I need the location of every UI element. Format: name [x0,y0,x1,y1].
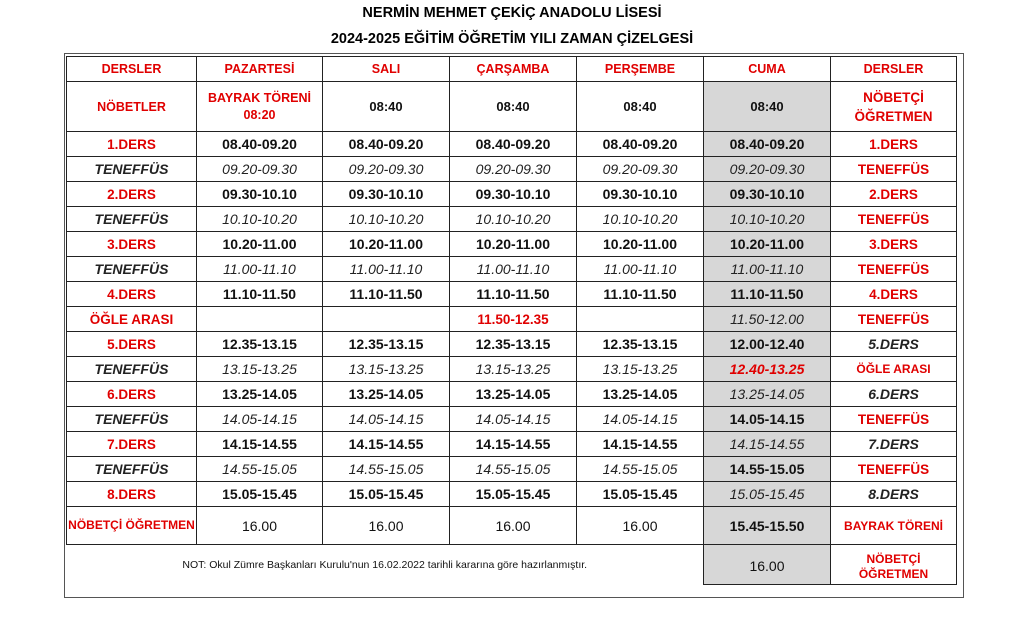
time-cell-wed: 13.15-13.25 [450,357,577,382]
table-row [67,182,957,207]
table-row [67,132,957,157]
table-row [67,357,957,382]
time-cell-wed: 14.55-15.05 [450,457,577,482]
row-label-right: ÖĞLE ARASI [831,357,957,382]
time-cell-tue: 15.05-15.45 [323,482,450,507]
time-cell-fri: 12.40-13.25 [704,357,831,382]
nobetler-label: NÖBETLER [67,82,197,132]
header-dersler-left: DERSLER [67,57,197,82]
note-text: NOT: Okul Zümre Başkanları Kurulu'nun 16.02.2022 tarihli kararına göre hazırlanmıştır. [67,545,704,585]
time-cell-wed: 11.50-12.35 [450,307,577,332]
nobet-cuma: 08:40 [704,82,831,132]
time-cell-fri: 10.10-10.20 [704,207,831,232]
time-cell-wed: 11.00-11.10 [450,257,577,282]
table-row [67,432,957,457]
time-cell-thu: 14.55-15.05 [577,457,704,482]
row-label-right: 6.DERS [831,382,957,407]
nobetci-ogretmen-header: NÖBETÇİ ÖĞRETMEN [831,82,957,132]
header-carsamba: ÇARŞAMBA [450,57,577,82]
table-row [67,457,957,482]
row-label-right: TENEFFÜS [831,407,957,432]
bayrak-toreni-cell: BAYRAK TÖRENİ 08:20 [197,82,323,132]
time-cell-fri: 11.10-11.50 [704,282,831,307]
row-label: 7.DERS [67,432,197,457]
time-cell-tue: 11.10-11.50 [323,282,450,307]
time-cell-mon: 11.10-11.50 [197,282,323,307]
time-cell-fri: 14.55-15.05 [704,457,831,482]
time-cell-wed: 09.20-09.30 [450,157,577,182]
time-cell-wed: 12.35-13.15 [450,332,577,357]
time-cell-mon: 14.55-15.05 [197,457,323,482]
time-cell-mon: 10.20-11.00 [197,232,323,257]
header-row [67,57,957,82]
final-row [67,507,957,545]
note-row [67,545,957,585]
end-time-wed: 16.00 [450,507,577,545]
time-cell-fri: 11.00-11.10 [704,257,831,282]
time-cell-tue [323,307,450,332]
time-cell-mon: 08.40-09.20 [197,132,323,157]
time-cell-mon: 09.20-09.30 [197,157,323,182]
time-cell-fri: 09.30-10.10 [704,182,831,207]
time-cell-tue: 13.15-13.25 [323,357,450,382]
time-cell-mon: 14.15-14.55 [197,432,323,457]
time-cell-fri: 13.25-14.05 [704,382,831,407]
table-row [67,307,957,332]
row-label-right: TENEFFÜS [831,307,957,332]
time-cell-thu: 09.20-09.30 [577,157,704,182]
header-persembe: PERŞEMBE [577,57,704,82]
end-time-fri: 15.45-15.50 [704,507,831,545]
nobet-persembe: 08:40 [577,82,704,132]
row-label: 4.DERS [67,282,197,307]
header-cuma: CUMA [704,57,831,82]
time-cell-wed: 10.10-10.20 [450,207,577,232]
time-cell-mon: 10.10-10.20 [197,207,323,232]
table-row [67,332,957,357]
time-cell-fri: 14.05-14.15 [704,407,831,432]
time-cell-thu: 13.25-14.05 [577,382,704,407]
time-cell-mon: 09.30-10.10 [197,182,323,207]
time-cell-fri: 08.40-09.20 [704,132,831,157]
time-cell-thu: 11.00-11.10 [577,257,704,282]
time-cell-mon: 14.05-14.15 [197,407,323,432]
row-label-right: TENEFFÜS [831,257,957,282]
time-cell-thu: 10.10-10.20 [577,207,704,232]
timetable [66,56,957,585]
time-cell-fri: 11.50-12.00 [704,307,831,332]
row-label: 1.DERS [67,132,197,157]
nobet-time-fri: 16.00 [704,545,831,585]
time-cell-wed: 11.10-11.50 [450,282,577,307]
timetable-body [67,57,957,585]
time-cell-wed: 14.05-14.15 [450,407,577,432]
time-cell-thu [577,307,704,332]
school-title: NERMİN MEHMET ÇEKİÇ ANADOLU LİSESİ [362,5,662,21]
time-cell-thu: 08.40-09.20 [577,132,704,157]
row-label-right: 1.DERS [831,132,957,157]
row-label-right: 2.DERS [831,182,957,207]
time-cell-thu: 15.05-15.45 [577,482,704,507]
schedule-subtitle: 2024-2025 EĞİTİM ÖĞRETİM YILI ZAMAN ÇİZELGESİ [330,31,694,47]
time-cell-thu: 11.10-11.50 [577,282,704,307]
time-cell-tue: 11.00-11.10 [323,257,450,282]
row-label-right: 7.DERS [831,432,957,457]
time-cell-tue: 13.25-14.05 [323,382,450,407]
time-cell-mon: 13.15-13.25 [197,357,323,382]
table-row [67,257,957,282]
time-cell-tue: 10.10-10.20 [323,207,450,232]
row-label-right: 5.DERS [831,332,957,357]
header-sali: SALI [323,57,450,82]
row-label-right: TENEFFÜS [831,157,957,182]
table-row [67,207,957,232]
row-label: 5.DERS [67,332,197,357]
row-label-right: 3.DERS [831,232,957,257]
row-label: 2.DERS [67,182,197,207]
row-label: TENEFFÜS [67,257,197,282]
row-label: 6.DERS [67,382,197,407]
time-cell-fri: 15.05-15.45 [704,482,831,507]
row-label: ÖĞLE ARASI [67,307,197,332]
time-cell-mon: 11.00-11.10 [197,257,323,282]
row-label-right: 8.DERS [831,482,957,507]
time-cell-fri: 12.00-12.40 [704,332,831,357]
table-row [67,232,957,257]
time-cell-tue: 14.55-15.05 [323,457,450,482]
table-row [67,282,957,307]
time-cell-tue: 09.30-10.10 [323,182,450,207]
time-cell-mon: 15.05-15.45 [197,482,323,507]
time-cell-tue: 10.20-11.00 [323,232,450,257]
time-cell-wed: 14.15-14.55 [450,432,577,457]
row-label: TENEFFÜS [67,207,197,232]
nobet-sali: 08:40 [323,82,450,132]
row-label: TENEFFÜS [67,157,197,182]
time-cell-fri: 09.20-09.30 [704,157,831,182]
header-pazartesi: PAZARTESİ [197,57,323,82]
header-dersler-right: DERSLER [831,57,957,82]
row-label: 3.DERS [67,232,197,257]
time-cell-thu: 13.15-13.25 [577,357,704,382]
nobet-carsamba: 08:40 [450,82,577,132]
time-cell-mon: 12.35-13.15 [197,332,323,357]
time-cell-fri: 14.15-14.55 [704,432,831,457]
time-cell-tue: 14.15-14.55 [323,432,450,457]
nobetci-ogretmen-label: NÖBETÇİ ÖĞRETMEN [67,507,197,545]
time-cell-thu: 14.05-14.15 [577,407,704,432]
bayrak-toreni-right: BAYRAK TÖRENİ [831,507,957,545]
row-label: TENEFFÜS [67,457,197,482]
time-cell-tue: 14.05-14.15 [323,407,450,432]
nobetci-ogretmen-right: NÖBETÇİ ÖĞRETMEN [831,545,957,585]
time-cell-wed: 09.30-10.10 [450,182,577,207]
row-label: TENEFFÜS [67,357,197,382]
row-label-right: TENEFFÜS [831,457,957,482]
time-cell-wed: 08.40-09.20 [450,132,577,157]
time-cell-thu: 10.20-11.00 [577,232,704,257]
nobet-row [67,82,957,132]
time-cell-wed: 13.25-14.05 [450,382,577,407]
table-row [67,407,957,432]
time-cell-thu: 14.15-14.55 [577,432,704,457]
time-cell-thu: 12.35-13.15 [577,332,704,357]
table-row [67,157,957,182]
end-time-mon: 16.00 [197,507,323,545]
table-row [67,382,957,407]
time-cell-wed: 15.05-15.45 [450,482,577,507]
time-cell-wed: 10.20-11.00 [450,232,577,257]
row-label: TENEFFÜS [67,407,197,432]
time-cell-fri: 10.20-11.00 [704,232,831,257]
time-cell-tue: 08.40-09.20 [323,132,450,157]
row-label: 8.DERS [67,482,197,507]
time-cell-mon [197,307,323,332]
end-time-tue: 16.00 [323,507,450,545]
end-time-thu: 16.00 [577,507,704,545]
table-row [67,482,957,507]
time-cell-tue: 12.35-13.15 [323,332,450,357]
time-cell-thu: 09.30-10.10 [577,182,704,207]
time-cell-tue: 09.20-09.30 [323,157,450,182]
row-label-right: TENEFFÜS [831,207,957,232]
row-label-right: 4.DERS [831,282,957,307]
time-cell-mon: 13.25-14.05 [197,382,323,407]
